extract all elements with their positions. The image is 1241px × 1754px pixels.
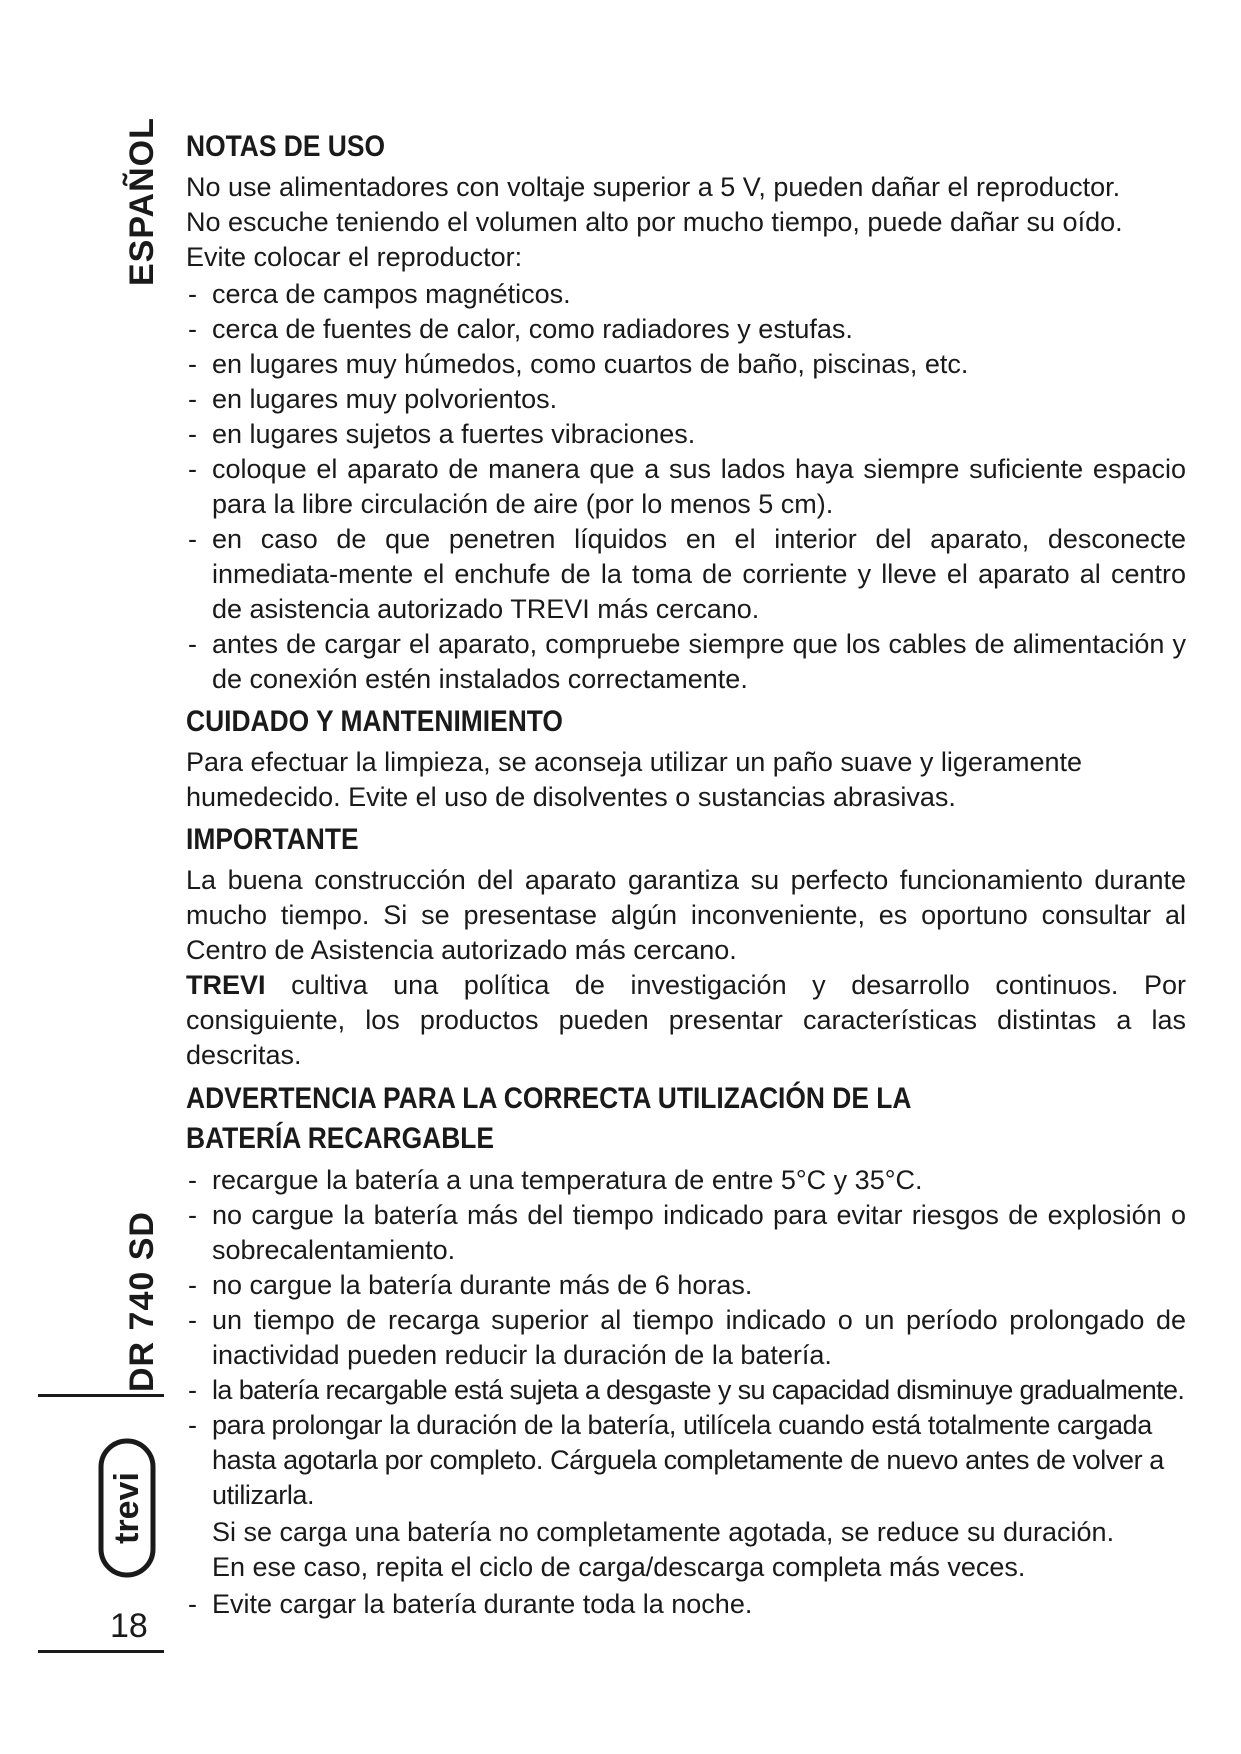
paragraph bbox=[186, 968, 1186, 1073]
page-number-underline bbox=[38, 1650, 164, 1653]
list-item: - en lugares sujetos a fuertes vibraciones. bbox=[186, 417, 1186, 452]
paragraph-text: cultiva una política de investigación y desarrollo continuos. Por consiguiente, los productos pueden presentar características distintas a las descritas. bbox=[186, 970, 1186, 1070]
logo-text: trevi bbox=[108, 1472, 146, 1544]
list-item: - antes de cargar el aparato, compruebe siempre que los cables de alimentación y de conexión estén instalados correctamente. bbox=[186, 627, 1186, 697]
list-item: - coloque el aparato de manera que a sus lados haya siempre suficiente espacio para la libre circulación de aire (por lo menos 5 cm). bbox=[186, 452, 1186, 522]
section-notas-de-uso bbox=[186, 128, 1186, 697]
list-item: - en lugares muy polvorientos. bbox=[186, 382, 1186, 417]
main-content bbox=[186, 128, 1186, 1628]
usage-list bbox=[186, 277, 1186, 697]
section-importante bbox=[186, 821, 1186, 1073]
list-item: - un tiempo de recarga superior al tiempo indicado o un período prolongado de inactividad pueden reducir la duración de la batería. bbox=[186, 1303, 1186, 1373]
battery-list bbox=[186, 1163, 1186, 1513]
model-label: DR 740 SD bbox=[123, 1211, 161, 1392]
note-line: Si se carga una batería no completamente agotada, se reduce su duración. bbox=[212, 1517, 1115, 1547]
list-item: - para prolongar la duración de la batería, utilícela cuando está totalmente cargada hasta agotarla por completo. Cárguela completamente de nuevo antes de volver a utilizarla. bbox=[186, 1408, 1186, 1513]
list-item: - en caso de que penetren líquidos en el interior del aparato, desconecte inmediata-mente el enchufe de la toma de corriente y lleve el aparato al centro de asistencia autorizado TREVI más cercano. bbox=[186, 522, 1186, 627]
section-advertencia bbox=[186, 1079, 1186, 1622]
brand-name: TREVI bbox=[186, 970, 266, 1000]
list-item: - Evite cargar la batería durante toda la noche. bbox=[186, 1587, 1186, 1622]
section-title: NOTAS DE USO bbox=[186, 130, 386, 163]
list-item: - cerca de campos magnéticos. bbox=[186, 277, 1186, 312]
paragraph: Para efectuar la limpieza, se aconseja utilizar un paño suave y ligeramente humedecido. Evite el uso de disolventes o sustancias abrasivas. bbox=[186, 747, 1082, 812]
trevi-logo bbox=[98, 1438, 156, 1578]
section-title: IMPORTANTE bbox=[186, 823, 359, 856]
paragraph: La buena construcción del aparato garantiza su perfecto funcionamiento durante mucho tiempo. Si se presentase algún inconveniente, es oportuno consultar al Centro de Asistencia autorizado más cercano. bbox=[186, 865, 1186, 965]
paragraph-line: No use alimentadores con voltaje superior a 5 V, pueden dañar el reproductor. bbox=[186, 172, 1121, 202]
list-item: - cerca de fuentes de calor, como radiadores y estufas. bbox=[186, 312, 1186, 347]
language-label: ESPAÑOL bbox=[123, 117, 161, 286]
battery-list-end bbox=[186, 1587, 1186, 1622]
paragraph-line: Evite colocar el reproductor: bbox=[186, 242, 523, 272]
section-cuidado bbox=[186, 703, 1186, 815]
list-item: - no cargue la batería más del tiempo indicado para evitar riesgos de explosión o sobrecalentamiento. bbox=[186, 1198, 1186, 1268]
sidebar-divider bbox=[38, 1394, 164, 1397]
section-title: CUIDADO Y MANTENIMIENTO bbox=[186, 705, 563, 738]
note-line: En ese caso, repita el ciclo de carga/descarga completa más veces. bbox=[212, 1552, 1026, 1582]
list-item: - recargue la batería a una temperatura de entre 5°C y 35°C. bbox=[186, 1163, 1186, 1198]
section-title: ADVERTENCIA PARA LA CORRECTA UTILIZACIÓN DE LA BATERÍA RECARGABLE bbox=[186, 1082, 911, 1155]
list-item: - no cargue la batería durante más de 6 horas. bbox=[186, 1268, 1186, 1303]
list-item: - la batería recargable está sujeta a desgaste y su capacidad disminuye gradualmente. bbox=[186, 1373, 1186, 1408]
paragraph-line: No escuche teniendo el volumen alto por mucho tiempo, puede dañar su oído. bbox=[186, 207, 1123, 237]
page-number: 18 bbox=[110, 1607, 148, 1645]
list-item: - en lugares muy húmedos, como cuartos de baño, piscinas, etc. bbox=[186, 347, 1186, 382]
